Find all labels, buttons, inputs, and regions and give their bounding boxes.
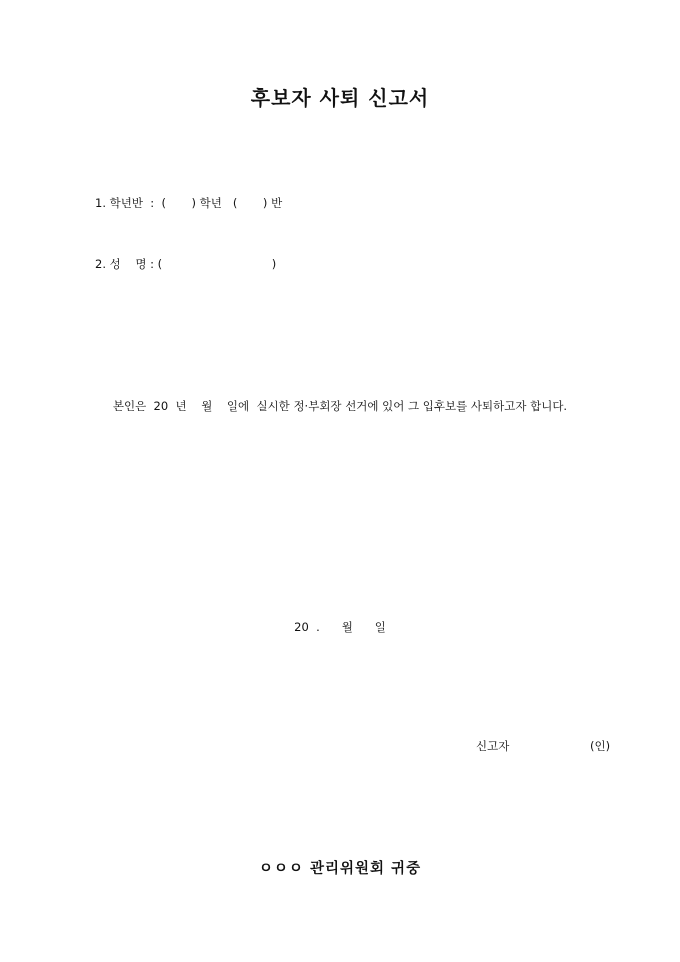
seal-label: (인) (590, 739, 611, 753)
recipient-line: ㅇㅇㅇ 관리위원회 귀중 (258, 861, 422, 877)
document-title: 후보자 사퇴 신고서 (250, 86, 430, 110)
name-field-line: 2. 성 명 : ( ) (95, 257, 277, 271)
date-line: 20 . 월 일 (294, 620, 386, 634)
class-field-line: 1. 학년반 : ( ) 학년 ( ) 반 (95, 196, 283, 210)
withdrawal-statement: 본인은 20 년 월 일에 실시한 정·부회장 선거에 있어 그 입후보를 사퇴하고자 합니다. (112, 399, 568, 413)
reporter-label: 신고자 (476, 739, 510, 753)
